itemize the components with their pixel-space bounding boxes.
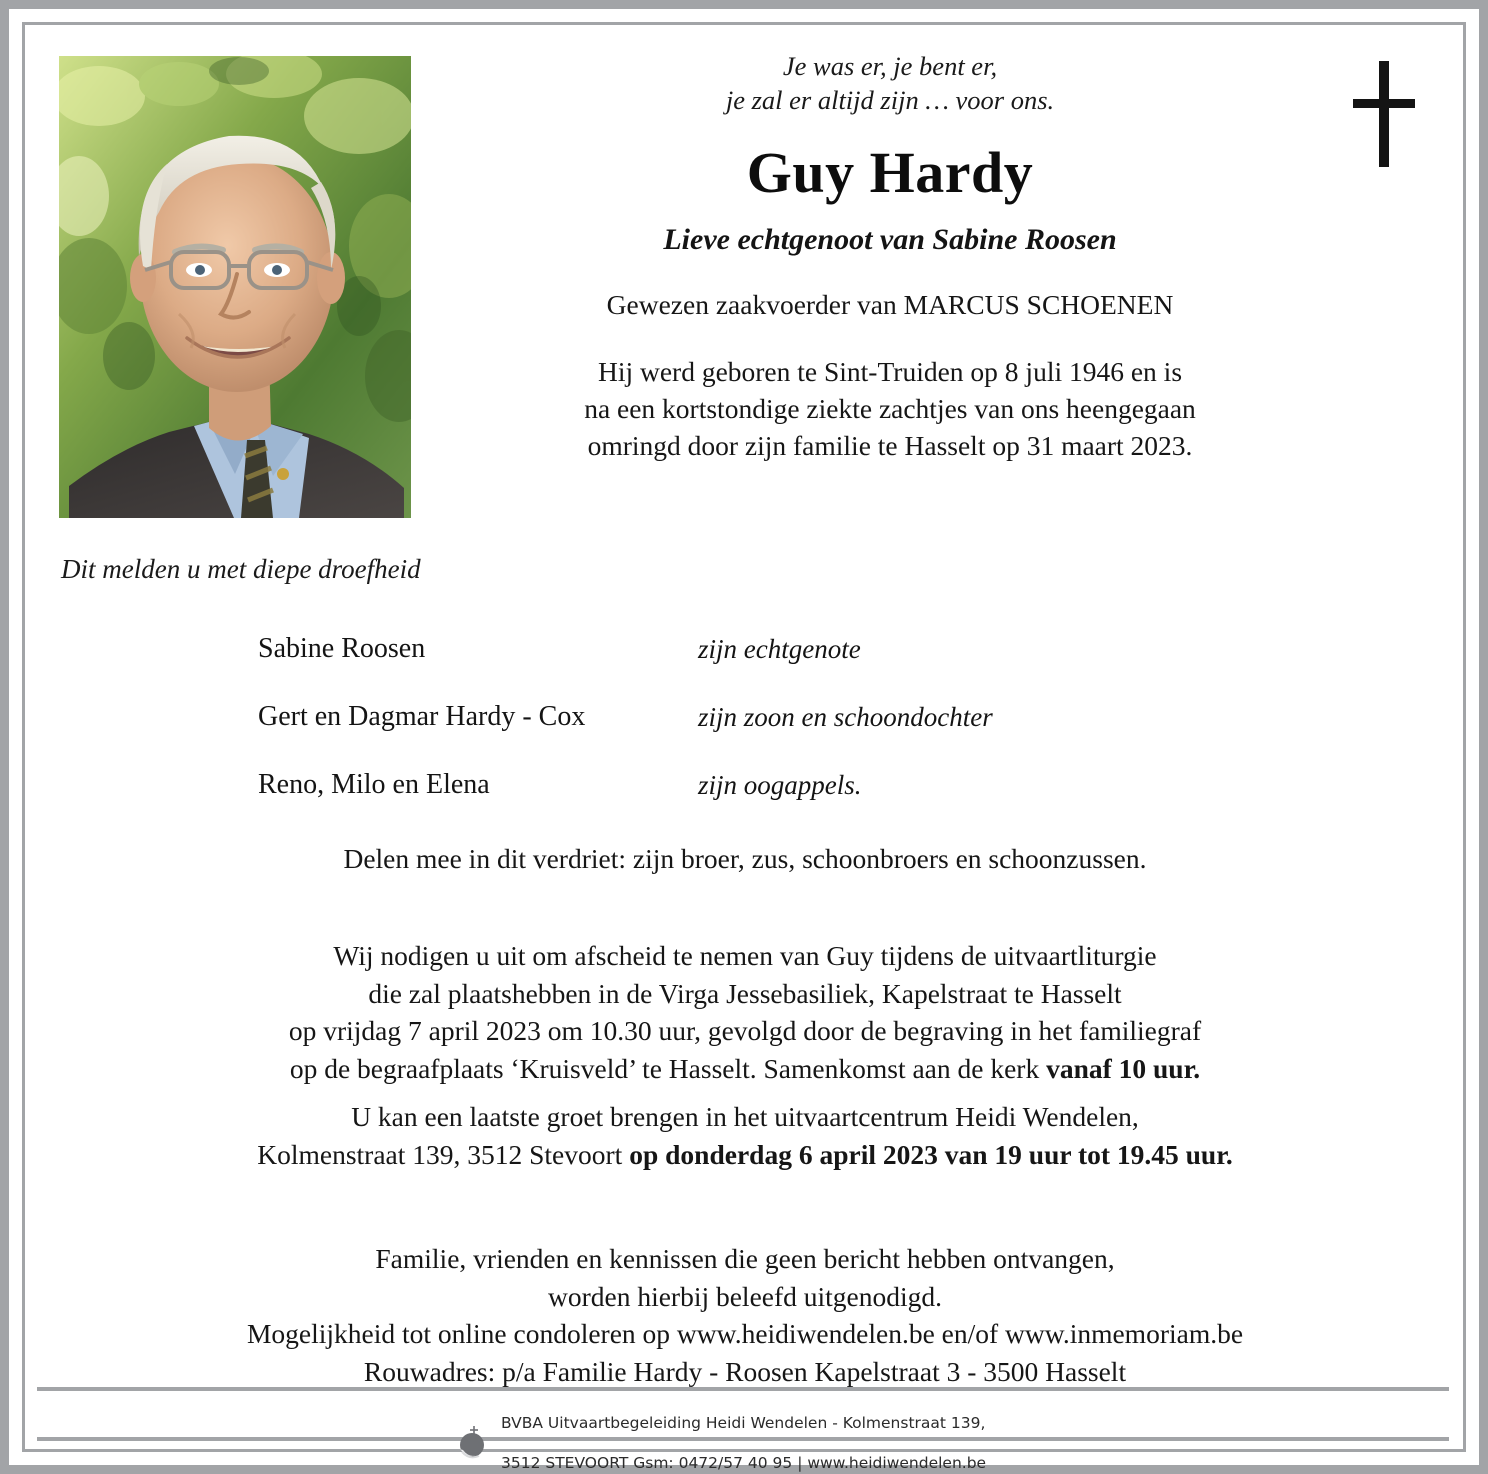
invite-line-1: Wij nodigen u uit om afscheid te nemen van Guy tijdens de uitvaartliturgie [333,940,1157,971]
latin-cross-icon [1353,61,1415,167]
memorial-verse [425,49,1355,117]
funeral-home-logo-icon [455,1425,489,1461]
visit-line-2 [61,1136,1429,1174]
footer [455,1393,986,1474]
closing-line-3: Mogelijkheid tot online condoleren op www.heidiwendelen.be en/of www.inmemoriam.be [246,1318,1244,1349]
shared-grief-text: Delen mee in dit verdriet: zijn broer, zus, schoonbroers en schoonzussen. [343,843,1147,874]
family-member-relation: zijn zoon en schoondochter [698,701,993,732]
family-list [61,615,1421,819]
shared-grief-paragraph [61,840,1429,878]
deceased-name: Guy Hardy [746,140,1034,205]
invite-line-3: op vrijdag 7 april 2023 om 10.30 uur, gevolgd door de begraving in het familiegraf [288,1015,1202,1046]
invite-line-4-emphasis: vanaf 10 uur. [1046,1052,1201,1084]
footer-text [501,1393,986,1474]
visitation-paragraph [61,1098,1429,1173]
visit-line-2-text: Kolmenstraat 139, 3512 Stevoort [257,1138,630,1170]
header-column [425,49,1355,464]
closing-paragraph [61,1240,1429,1390]
closing-line-1: Familie, vrienden en kennissen die geen bericht hebben ontvangen, [375,1243,1115,1274]
visit-line-1: U kan een laatste groet brengen in het uitvaartcentrum Heidi Wendelen, [351,1101,1139,1132]
family-row [61,615,1421,683]
visit-line-2-emphasis: op donderdag 6 april 2023 van 19 uur tot 19.45 uur. [629,1138,1233,1170]
family-member-name: Sabine Roosen [258,633,426,664]
bio-line-2: na een kortstondige ziekte zachtjes van ons heengegaan [584,393,1196,424]
invitation-paragraph [61,937,1429,1087]
bio-line-1: Hij werd geboren te Sint-Truiden op 8 juli 1946 en is [597,356,1183,387]
role-line: Gewezen zaakvoerder van MARCUS SCHOENEN [606,289,1174,320]
closing-line-4: Rouwadres: p/a Familie Hardy - Roosen Kapelstraat 3 - 3500 Hasselt [363,1355,1127,1387]
family-member-relation: zijn oogappels. [698,769,862,800]
announcement-line: Dit melden u met diepe droefheid [61,554,421,584]
bio-line-3: omringd door zijn familie te Hasselt op 31 maart 2023. [587,430,1193,461]
footer-divider-top [37,1387,1449,1391]
family-member-name: Reno, Milo en Elena [258,769,490,800]
family-member-name: Gert en Dagmar Hardy - Cox [258,701,586,732]
family-row [61,683,1421,751]
footer-line-1: BVBA Uitvaartbegeleiding Heidi Wendelen - Kolmenstraat 139, [501,1414,986,1432]
card-sheet [25,25,1463,1472]
biography-block [425,353,1355,464]
invite-line-4 [61,1050,1429,1088]
closing-line-2: worden hierbij beleefd uitgenodigd. [547,1280,943,1312]
invite-line-2: die zal plaatshebben in de Virga Jessebasiliek, Kapelstraat te Hasselt [368,977,1122,1009]
family-member-relation: zijn echtgenote [698,633,861,664]
spouse-line: Lieve echtgenoot van Sabine Roosen [663,223,1117,256]
family-row [61,751,1421,819]
footer-line-2: 3512 STEVOORT Gsm: 0472/57 40 95 | www.heidiwendelen.be [501,1454,987,1472]
verse-line-2: je zal er altijd zijn … voor ons. [725,85,1055,115]
deceased-portrait-photo [59,56,411,518]
invite-line-4-text: op de begraafplaats ‘Kruisveld’ te Hasselt. Samenkomst aan de kerk [289,1052,1047,1084]
verse-line-1: Je was er, je bent er, [782,51,998,81]
